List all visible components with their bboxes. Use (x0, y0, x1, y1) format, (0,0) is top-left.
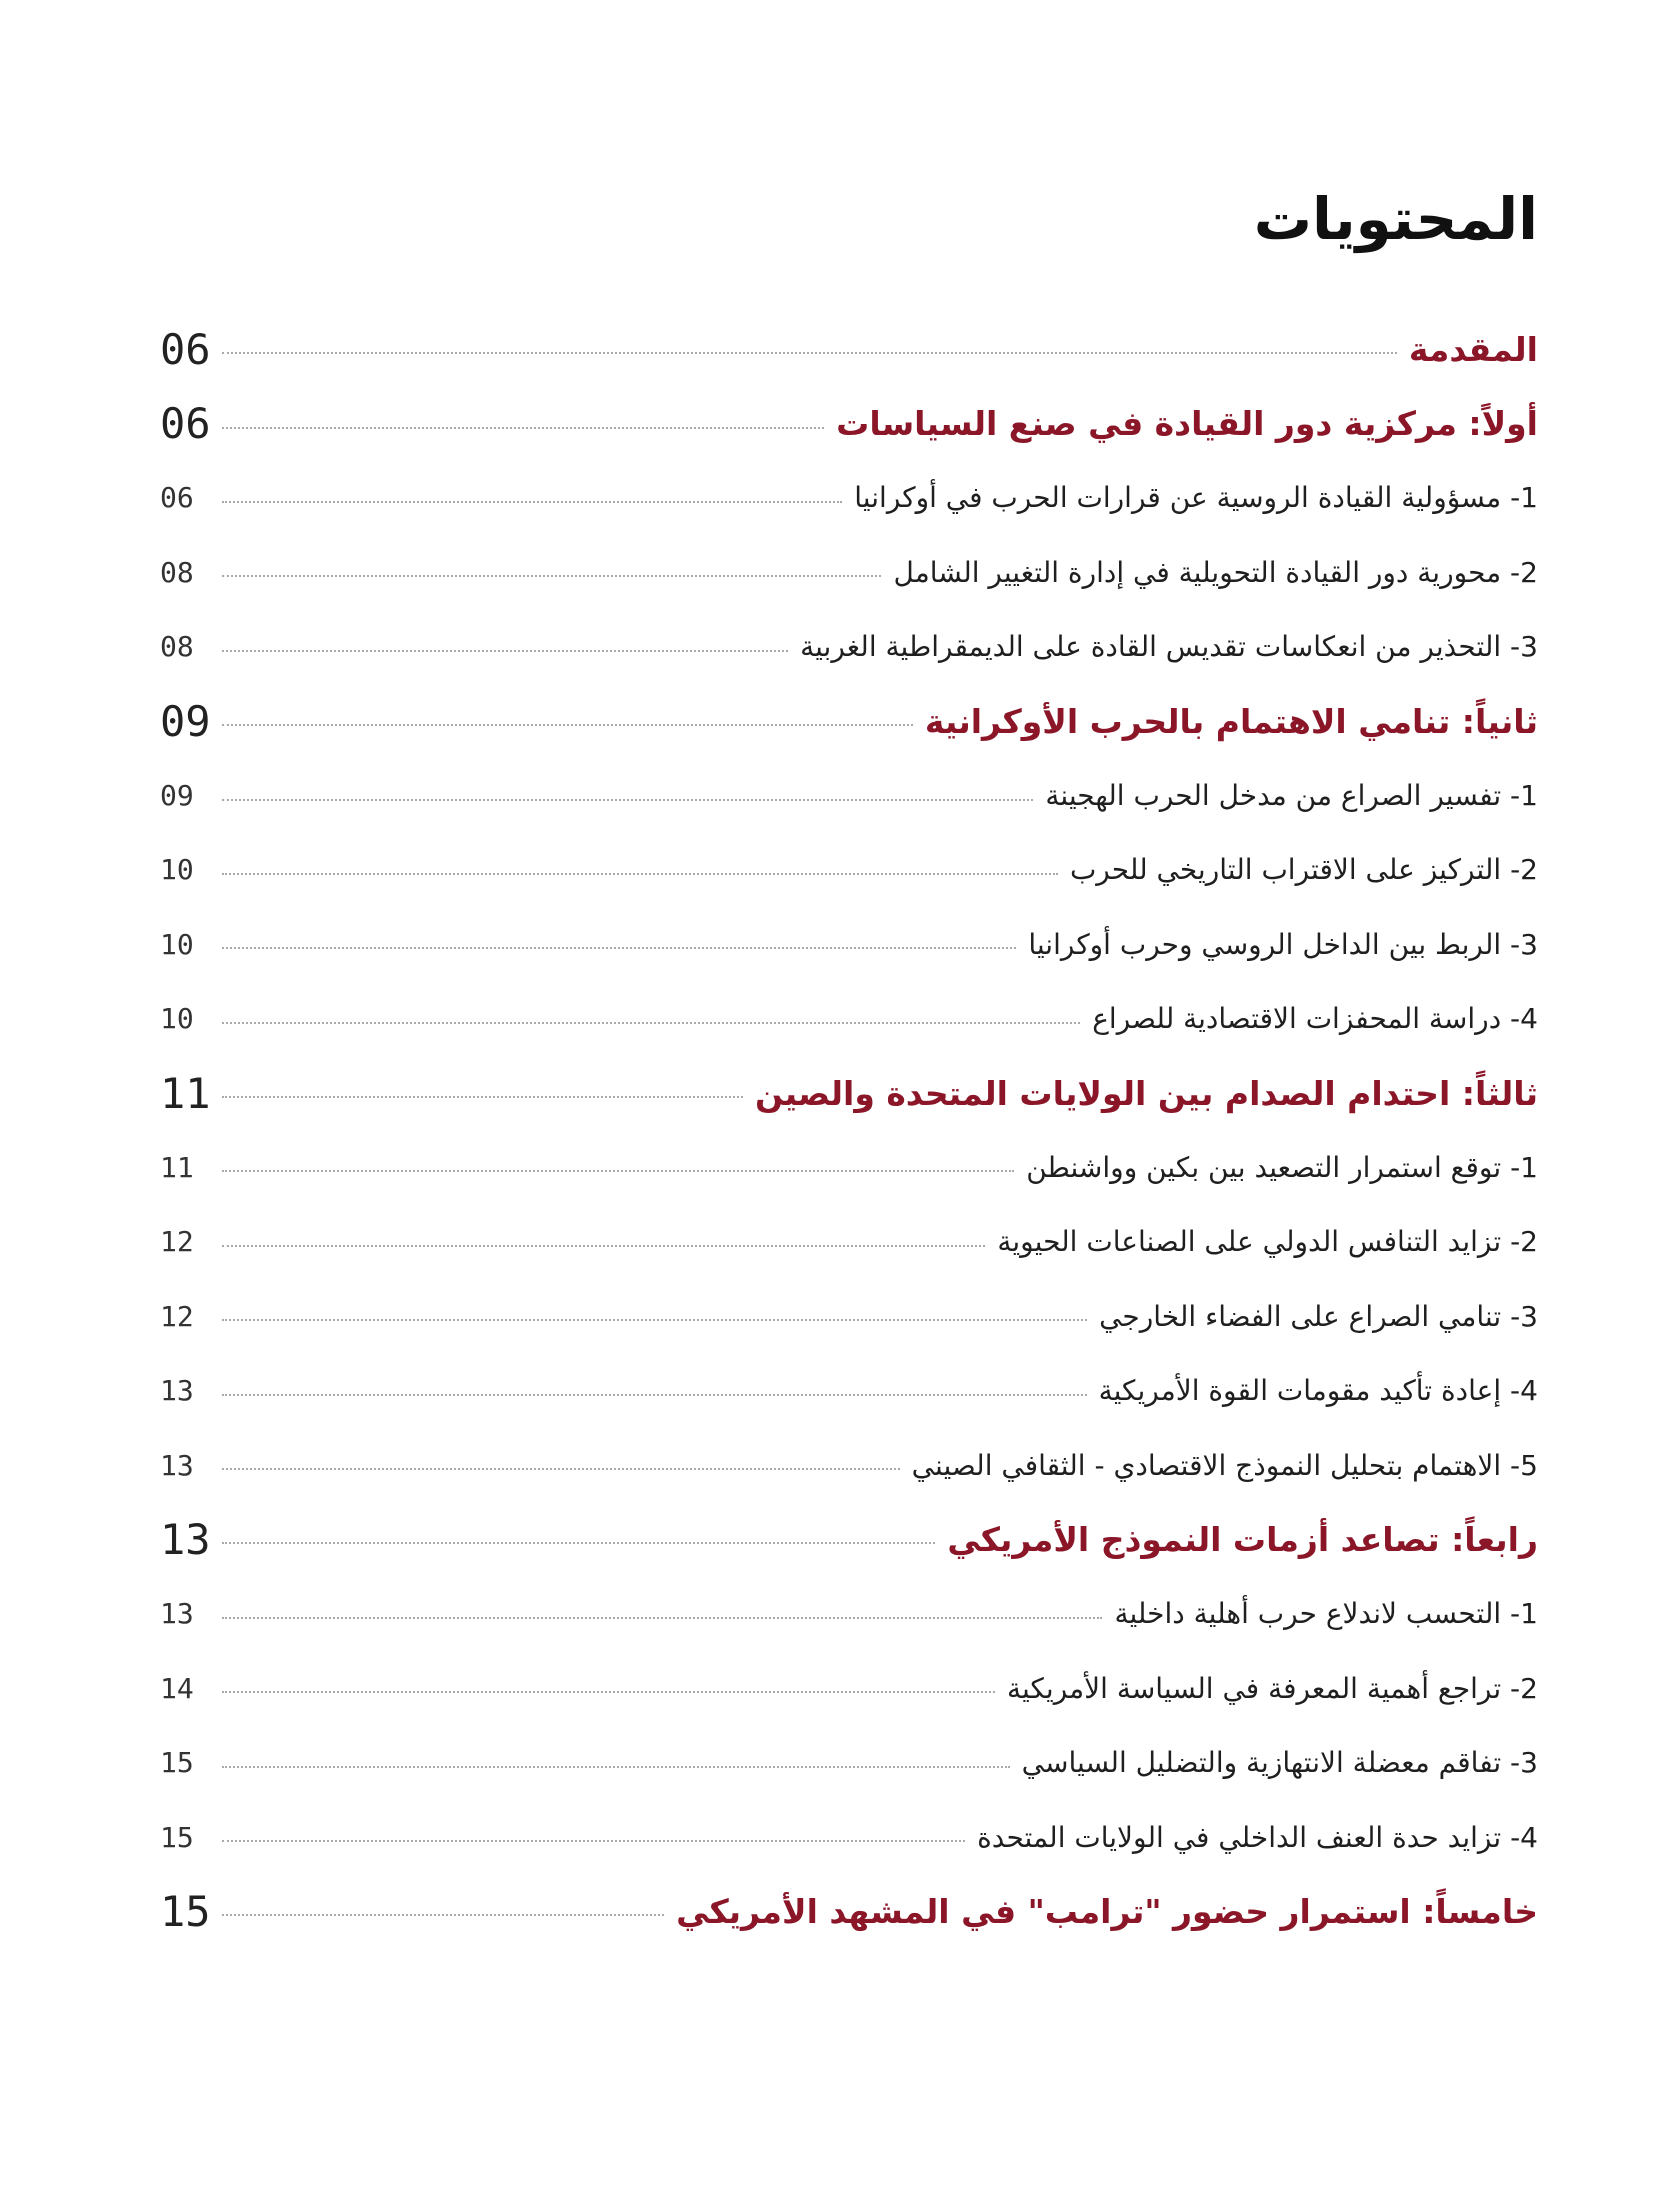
toc-subsection-item[interactable] (160, 907, 1538, 981)
toc-page-number: 09 (160, 696, 211, 746)
toc-subsection-item[interactable] (160, 758, 1538, 832)
toc-page-number: 15 (160, 1820, 194, 1854)
toc-page-number: 10 (160, 1002, 194, 1036)
dotted-leader (222, 650, 788, 652)
toc-subsection-item[interactable] (160, 1353, 1538, 1427)
toc-section-heading[interactable] (160, 1874, 1538, 1948)
toc-page-number: 06 (160, 481, 194, 515)
dotted-leader (222, 947, 1016, 949)
dotted-leader (222, 873, 1058, 875)
toc-section-heading[interactable] (160, 684, 1538, 758)
toc-entry-label: 3- تنامي الصراع على الفضاء الخارجي (1099, 1299, 1538, 1333)
dotted-leader (222, 1022, 1080, 1024)
toc-section-heading[interactable] (160, 312, 1538, 386)
toc-page-number: 08 (160, 630, 194, 664)
toc-entry-label: 3- التحذير من انعكاسات تقديس القادة على الديمقراطية الغربية (800, 630, 1538, 664)
toc-section-heading[interactable] (160, 1056, 1538, 1130)
dotted-leader (222, 1394, 1087, 1396)
toc-entry-label: 4- دراسة المحفزات الاقتصادية للصراع (1092, 1002, 1538, 1036)
toc-list (160, 312, 1538, 1949)
toc-subsection-item[interactable] (160, 535, 1538, 609)
dotted-leader (222, 1468, 900, 1470)
toc-entry-label: 2- تزايد التنافس الدولي على الصناعات الحيوية (997, 1225, 1538, 1259)
toc-subsection-item[interactable] (160, 461, 1538, 535)
toc-entry-label: 1- التحسب لاندلاع حرب أهلية داخلية (1114, 1597, 1538, 1631)
toc-page-number: 13 (160, 1597, 194, 1631)
toc-entry-label: 2- محورية دور القيادة التحويلية في إدارة التغيير الشامل (893, 555, 1538, 589)
toc-page-number: 13 (160, 1514, 211, 1564)
toc-page-number: 13 (160, 1374, 194, 1408)
toc-page-number: 15 (160, 1886, 211, 1936)
toc-page-number: 08 (160, 555, 194, 589)
toc-entry-label: ثالثاً: احتدام الصدام بين الولايات المتحدة والصين (754, 1073, 1538, 1113)
toc-subsection-item[interactable] (160, 1725, 1538, 1799)
dotted-leader (222, 1319, 1087, 1321)
toc-entry-label: أولاً: مركزية دور القيادة في صنع السياسات (836, 404, 1538, 444)
toc-entry-label: 3- تفاقم معضلة الانتهازية والتضليل السياسي (1021, 1746, 1538, 1780)
toc-entry-label: 2- تراجع أهمية المعرفة في السياسة الأمريكية (1007, 1671, 1538, 1705)
toc-section-heading[interactable] (160, 1502, 1538, 1576)
toc-subsection-item[interactable] (160, 1205, 1538, 1279)
toc-page-number: 11 (160, 1150, 194, 1184)
dotted-leader (222, 352, 1397, 354)
toc-entry-label: خامساً: استمرار حضور "ترامب" في المشهد الأمريكي (676, 1891, 1538, 1931)
dotted-leader (222, 1170, 1014, 1172)
toc-subsection-item[interactable] (160, 1577, 1538, 1651)
toc-subsection-item[interactable] (160, 1279, 1538, 1353)
toc-entry-label: ثانياً: تنامي الاهتمام بالحرب الأوكرانية (924, 701, 1538, 741)
dotted-leader (222, 1840, 965, 1842)
toc-subsection-item[interactable] (160, 610, 1538, 684)
toc-entry-label: 1- تفسير الصراع من مدخل الحرب الهجينة (1045, 779, 1538, 813)
dotted-leader (222, 799, 1033, 801)
toc-entry-label: 3- الربط بين الداخل الروسي وحرب أوكرانيا (1028, 927, 1538, 961)
toc-entry-label: 1- مسؤولية القيادة الروسية عن قرارات الحرب في أوكرانيا (854, 481, 1538, 515)
toc-page-number: 11 (160, 1068, 211, 1118)
toc-page-number: 06 (160, 324, 211, 374)
toc-entry-label: رابعاً: تصاعد أزمات النموذج الأمريكي (947, 1519, 1538, 1559)
toc-subsection-item[interactable] (160, 1130, 1538, 1204)
toc-page-number: 12 (160, 1299, 194, 1333)
dotted-leader (222, 1542, 935, 1544)
dotted-leader (222, 1617, 1102, 1619)
dotted-leader (222, 1096, 743, 1098)
toc-subsection-item[interactable] (160, 982, 1538, 1056)
toc-entry-label: 2- التركيز على الاقتراب التاريخي للحرب (1069, 853, 1538, 887)
page-title: المحتويات (1253, 185, 1538, 253)
toc-entry-label: المقدمة (1408, 329, 1538, 369)
toc-page-number: 10 (160, 853, 194, 887)
toc-subsection-item[interactable] (160, 833, 1538, 907)
toc-subsection-item[interactable] (160, 1428, 1538, 1502)
dotted-leader (222, 1914, 664, 1916)
toc-page-number: 15 (160, 1746, 194, 1780)
dotted-leader (222, 427, 824, 429)
toc-entry-label: 4- إعادة تأكيد مقومات القوة الأمريكية (1098, 1374, 1538, 1408)
dotted-leader (222, 724, 913, 726)
toc-subsection-item[interactable] (160, 1800, 1538, 1874)
toc-page-number: 13 (160, 1448, 194, 1482)
toc-page-number: 06 (160, 399, 211, 449)
dotted-leader (222, 1766, 1010, 1768)
dotted-leader (222, 501, 842, 503)
toc-page-number: 14 (160, 1671, 194, 1705)
toc-page-number: 12 (160, 1225, 194, 1259)
toc-section-heading[interactable] (160, 386, 1538, 460)
toc-page-number: 10 (160, 927, 194, 961)
toc-subsection-item[interactable] (160, 1651, 1538, 1725)
toc-entry-label: 5- الاهتمام بتحليل النموذج الاقتصادي - الثقافي الصيني (911, 1448, 1538, 1482)
dotted-leader (222, 575, 881, 577)
dotted-leader (222, 1245, 985, 1247)
dotted-leader (222, 1691, 995, 1693)
toc-entry-label: 4- تزايد حدة العنف الداخلي في الولايات المتحدة (977, 1820, 1538, 1854)
toc-page-number: 09 (160, 779, 194, 813)
toc-entry-label: 1- توقع استمرار التصعيد بين بكين وواشنطن (1026, 1150, 1538, 1184)
